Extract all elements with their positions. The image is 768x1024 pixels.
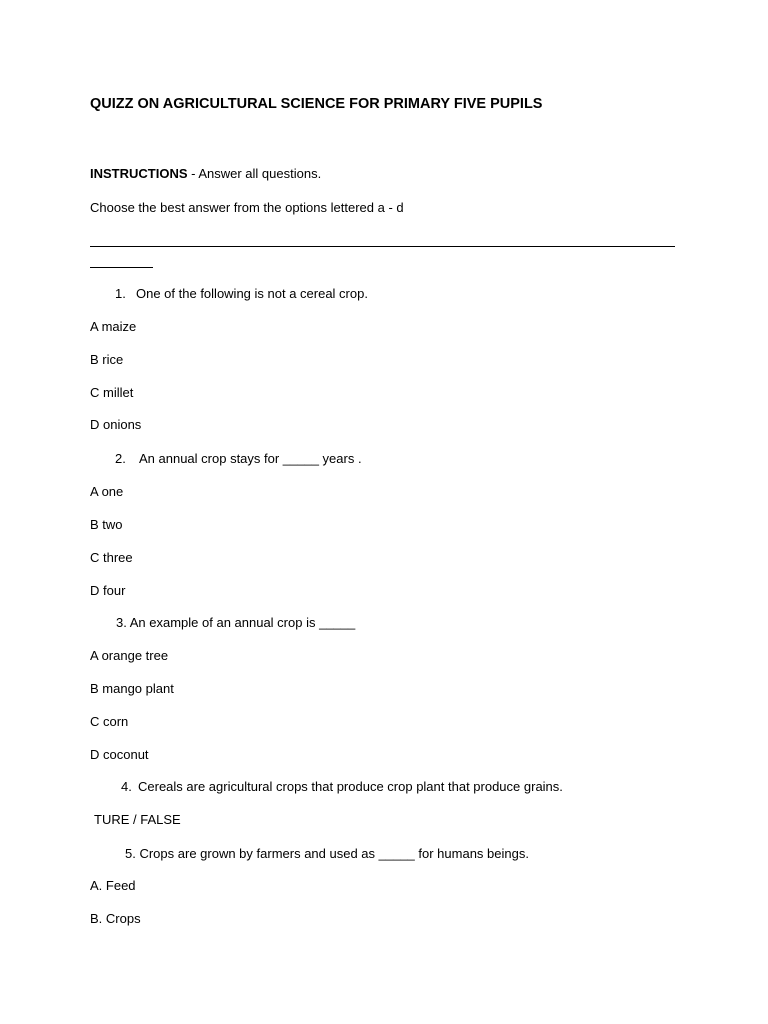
question-number: 2. bbox=[115, 451, 126, 466]
question-number: 4. bbox=[121, 779, 132, 794]
option-item: B mango plant bbox=[90, 681, 174, 696]
instructions-line bbox=[90, 166, 321, 181]
question-number: 5. bbox=[125, 846, 136, 861]
question-text: An example of an annual crop is _____ bbox=[129, 615, 356, 630]
question-text: Crops are grown by farmers and used as _____ for humans beings. bbox=[139, 846, 529, 861]
question-4 bbox=[121, 779, 563, 794]
question-number: 1. bbox=[115, 286, 126, 301]
option-item: B rice bbox=[90, 352, 124, 367]
divider-rule-continued bbox=[90, 267, 153, 268]
divider-rule bbox=[90, 246, 675, 247]
true-false-option: TURE / FALSE bbox=[94, 812, 181, 827]
option-item: A one bbox=[90, 484, 124, 499]
option-item: C three bbox=[90, 550, 133, 565]
option-item: C corn bbox=[90, 714, 129, 729]
option-item: B two bbox=[90, 517, 123, 532]
option-item: A orange tree bbox=[90, 648, 169, 663]
option-item: A. Feed bbox=[90, 878, 136, 893]
question-2 bbox=[115, 451, 362, 466]
question-5 bbox=[125, 846, 529, 861]
option-item: D onions bbox=[90, 417, 142, 432]
instructions-text: - Answer all questions. bbox=[187, 166, 322, 181]
choose-instruction: Choose the best answer from the options lettered a - d bbox=[90, 200, 404, 215]
question-text: Cereals are agricultural crops that produce crop plant that produce grains. bbox=[138, 779, 563, 794]
option-item: D coconut bbox=[90, 747, 149, 762]
option-item: C millet bbox=[90, 385, 134, 400]
instructions-label: INSTRUCTIONS bbox=[90, 166, 188, 181]
question-1 bbox=[115, 286, 368, 301]
option-item: A maize bbox=[90, 319, 137, 334]
question-3 bbox=[116, 615, 355, 630]
question-text: One of the following is not a cereal crop. bbox=[136, 286, 368, 301]
question-number: 3. bbox=[116, 615, 127, 630]
question-text: An annual crop stays for _____ years . bbox=[139, 451, 362, 466]
page-title: QUIZZ ON AGRICULTURAL SCIENCE FOR PRIMARY FIVE PUPILS bbox=[90, 96, 543, 112]
option-item: B. Crops bbox=[90, 911, 141, 926]
option-item: D four bbox=[90, 583, 126, 598]
